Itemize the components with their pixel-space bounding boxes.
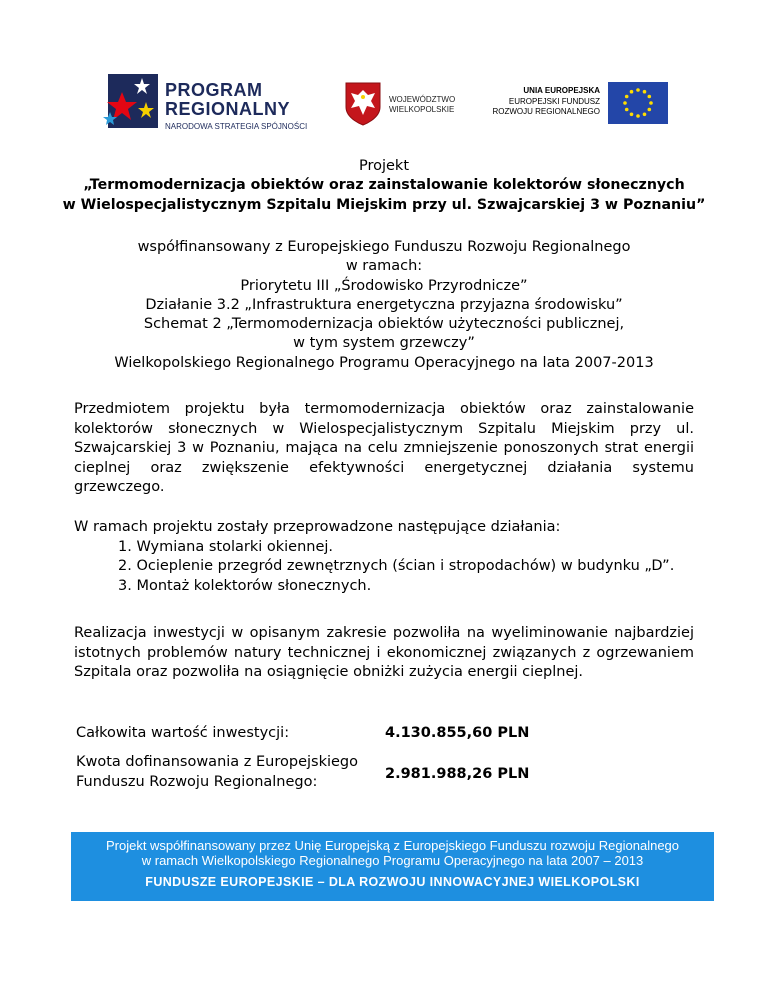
regionalny-label: REGIONALNY (165, 99, 291, 119)
eu-development-label: ROZWOJU REGIONALNEGO (492, 107, 600, 116)
project-title-block (60, 157, 708, 215)
footer-line1: Projekt współfinansowany przez Unię Europejską z Europejskiego Funduszu rozwoju Regionalnego (105, 838, 680, 853)
footer-slogan: FUNDUSZE EUROPEJSKIE – DLA ROZWOJU INNOWACYJNEJ WIELKOPOLSKI (145, 875, 640, 889)
cofinancing-line: w tym system grzewczy” (293, 335, 475, 352)
list-item: 1. Wymiana stolarki okiennej. (118, 538, 334, 555)
footer-line2: w ramach Wielkopolskiego Regionalnego Programu Operacyjnego na lata 2007 – 2013 (141, 853, 644, 868)
project-description: Przedmiotem projektu była termomodernizacja obiektów oraz zainstalowanie kolektorów słonecznych w Wielospecjalistycznym Szpitalu Miejskim przy ul. Szwajcarskiej 3 w Poznaniu, mająca na celu zmniejszenie ponoszonych strat energii cieplnej oraz zwiększenie efektywności energetycznej działania systemu grzewczego. (74, 401, 694, 496)
eu-fund-label: EUROPEJSKI FUNDUSZ (508, 97, 600, 106)
footer-banner (71, 832, 714, 901)
cofinancing-line: w ramach: (345, 258, 423, 275)
wielkopolskie-label: WIELKOPOLSKIE (389, 105, 455, 114)
list-item: 2. Ocieplenie przegród zewnętrznych (ścian i stropodachów) w budynku „D”. (118, 558, 675, 575)
total-value-label: Całkowita wartość inwestycji: (76, 725, 290, 741)
list-item: 3. Montaż kolektorów słonecznych. (118, 577, 372, 594)
total-value-amount: 4.130.855,60 PLN (385, 725, 530, 741)
strategy-label: NARODOWA STRATEGIA SPÓJNOŚCI (165, 122, 308, 131)
grant-value-amount: 2.981.988,26 PLN (385, 766, 530, 782)
grant-value-label: Kwota dofinansowania z Europejskiego Funduszu Rozwoju Regionalnego: (76, 754, 358, 790)
results-paragraph: Realizacja inwestycji w opisanym zakresie pozwoliła na wyeliminowanie najbardziej istotnych problemów natury technicznej i ekonomicznej związanych z ogrzewaniem Szpitala oraz pozwoliła na osiągnięcie obniżki zużycia energii cieplnej. (74, 625, 694, 681)
eu-flag-icon (608, 82, 668, 124)
project-title-line2: w Wielospecjalistycznym Szpitalu Miejskim przy ul. Szwajcarskiej 3 w Poznaniu” (62, 196, 706, 213)
eagle-shield-icon (344, 81, 382, 127)
eu-label: UNIA EUROPEJSKA (523, 86, 600, 95)
cofinancing-line: Działanie 3.2 „Infrastruktura energetyczna przyjazna środowisku” (145, 296, 623, 313)
program-label: PROGRAM (165, 80, 263, 100)
cofinancing-line: współfinansowany z Europejskiego Funduszu Rozwoju Regionalnego (137, 239, 631, 255)
eu-logo (490, 82, 670, 132)
cofinancing-line: Wielkopolskiego Regionalnego Programu Operacyjnego na lata 2007-2013 (114, 354, 654, 371)
project-label: Projekt (358, 158, 410, 174)
logo-bar (0, 68, 768, 138)
cofinancing-line: Priorytetu III „Środowisko Przyrodnicze” (240, 277, 528, 294)
wojewodztwo-logo (344, 81, 474, 129)
actions-intro: W ramach projektu zostały przeprowadzone następujące działania: (74, 519, 561, 535)
project-title-line1: „Termomodernizacja obiektów oraz zainstalowanie kolektorów słonecznych (83, 177, 685, 194)
star-emblem-icon (102, 72, 160, 130)
cofinancing-block (60, 238, 708, 373)
actions-block (74, 518, 694, 596)
wojewodztwo-label: WOJEWÓDZTWO (389, 95, 456, 104)
cofinancing-line: Schemat 2 „Termomodernizacja obiektów użyteczności publicznej, (143, 316, 625, 333)
program-regionalny-logo (102, 72, 312, 132)
